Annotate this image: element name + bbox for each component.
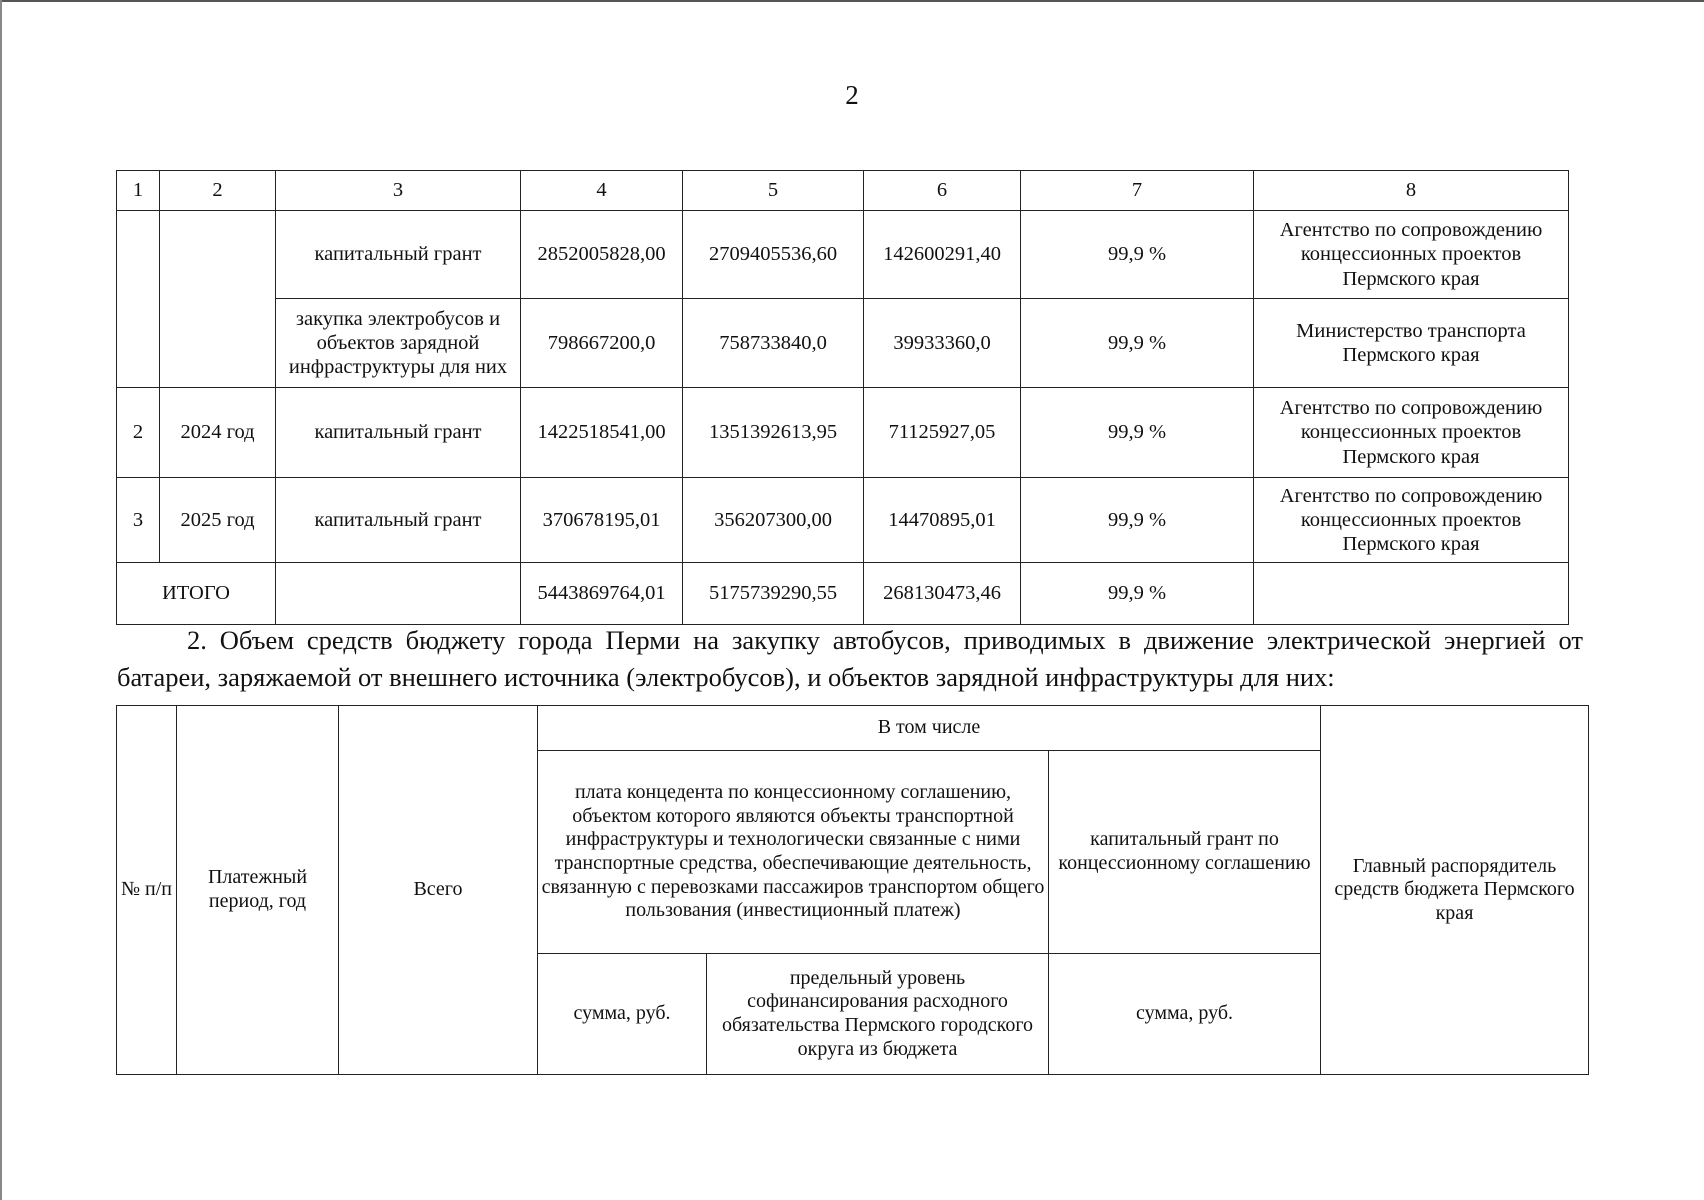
col-number: 4 [521,171,683,211]
table-row [117,211,1569,299]
header-number: № п/п [117,706,177,1075]
amount-municipal: 71125927,05 [864,388,1021,478]
amount-municipal: 14470895,01 [864,478,1021,563]
table-row [117,299,1569,388]
header-row [117,706,1589,751]
budget-manager: Агентство по сопровождению концессионных проектов Пермского края [1254,211,1569,299]
row-number: 2 [117,388,160,478]
expense-type: капитальный грант [276,478,521,563]
budget-manager: Агентство по сопровождению концессионных проектов Пермского края [1254,388,1569,478]
amount-regional: 758733840,0 [683,299,864,388]
section-paragraph: 2. Объем средств бюджету города Перми на закупку автобусов, приводимых в движение электрической энергией от батареи, заряжаемой от внешнего источника (электробусов), и объектов зарядной инфраструктуры для них: [117,625,1583,692]
amount-total: 1422518541,00 [521,388,683,478]
amount-regional: 2709405536,60 [683,211,864,299]
row-number [117,211,160,388]
total-share: 99,9 % [1021,563,1254,625]
amount-total: 798667200,0 [521,299,683,388]
total-label: ИТОГО [117,563,276,625]
row-period [160,211,276,388]
funding-table [116,170,1569,625]
amount-regional: 1351392613,95 [683,388,864,478]
header-investment-payment: плата концедента по концессионному соглашению, объектом которого являются объекты транспортной инфраструктуры и технологически связанные с ними транспортные средства, обеспечивающие деятельность, связанную с перевозками пассажиров транспортом общего пользования (инвестиционный платеж) [538,751,1049,954]
scan-edge-top [0,0,1704,2]
table-row [117,478,1569,563]
total-municipal: 268130473,46 [864,563,1021,625]
expense-type: закупка электробусов и объектов зарядной инфраструктуры для них [276,299,521,388]
scan-edge-left [0,0,2,1200]
row-period: 2025 год [160,478,276,563]
header-including: В том числе [538,706,1321,751]
amount-total: 370678195,01 [521,478,683,563]
col-number: 5 [683,171,864,211]
total-amount: 5443869764,01 [521,563,683,625]
col-number: 2 [160,171,276,211]
expense-type: капитальный грант [276,388,521,478]
budget-manager: Министерство транспорта Пермского края [1254,299,1569,388]
header-budget-manager: Главный распорядитель средств бюджета Пермского края [1321,706,1589,1075]
share-percent: 99,9 % [1021,299,1254,388]
budget-manager: Агентство по сопровождению концессионных проектов Пермского края [1254,478,1569,563]
header-period: Платежный период, год [177,706,339,1075]
share-percent: 99,9 % [1021,211,1254,299]
header-cofinancing-level: предельный уровень софинансирования расходного обязательства Пермского городского округа из бюджета [707,954,1049,1075]
col-number: 6 [864,171,1021,211]
col-number: 8 [1254,171,1569,211]
total-manager-empty [1254,563,1569,625]
header-total: Всего [339,706,538,1075]
amount-municipal: 142600291,40 [864,211,1021,299]
column-number-row [117,171,1569,211]
expense-type: капитальный грант [276,211,521,299]
share-percent: 99,9 % [1021,388,1254,478]
row-number: 3 [117,478,160,563]
header-payment-sum: сумма, руб. [538,954,707,1075]
electrobus-funding-table [116,705,1589,1075]
header-grant-sum: сумма, руб. [1049,954,1321,1075]
total-regional: 5175739290,55 [683,563,864,625]
page-number: 2 [845,80,859,110]
amount-municipal: 39933360,0 [864,299,1021,388]
amount-total: 2852005828,00 [521,211,683,299]
row-period: 2024 год [160,388,276,478]
col-number: 1 [117,171,160,211]
total-row [117,563,1569,625]
col-number: 7 [1021,171,1254,211]
amount-regional: 356207300,00 [683,478,864,563]
table-row [117,388,1569,478]
share-percent: 99,9 % [1021,478,1254,563]
header-capital-grant: капитальный грант по концессионному соглашению [1049,751,1321,954]
col-number: 3 [276,171,521,211]
total-empty [276,563,521,625]
